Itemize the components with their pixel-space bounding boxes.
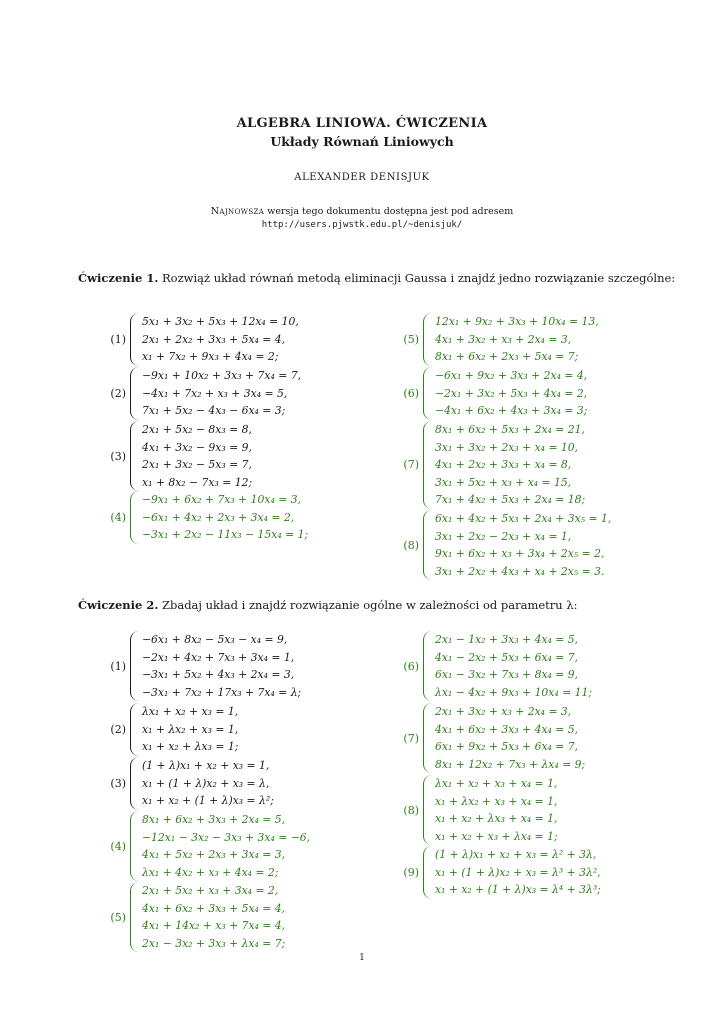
equation-list <box>142 313 299 366</box>
version-note-keyword: Najnowsza <box>210 206 265 217</box>
equation: −3x₁ + 7x₂ + 17x₃ + 7x₄ = λ; <box>142 685 302 699</box>
system-number: (9) <box>403 865 419 879</box>
equation-list <box>435 421 585 509</box>
equation: x₁ + λx₂ + x₃ + x₄ = 1, <box>435 794 558 808</box>
system-number: (4) <box>110 510 126 524</box>
equation: −3x₁ + 5x₂ + 4x₃ + 2x₄ = 3, <box>142 668 295 682</box>
ex2-system-1 <box>90 631 301 701</box>
equation: x₁ + x₂ + x₃ + λx₄ = 1; <box>435 829 558 843</box>
equation: 6x₁ + 4x₂ + 5x₃ + 2x₄ + 3x₅ = 1, <box>435 512 612 525</box>
left-brace <box>130 703 139 756</box>
left-brace <box>423 846 432 899</box>
equation: x₁ + (1 + λ)x₂ + x₃ = λ³ + 3λ², <box>435 865 601 879</box>
exercise-2-heading <box>78 598 578 612</box>
equation: 3x₁ + 2x₂ − 2x₃ + x₄ = 1, <box>435 529 572 543</box>
left-brace <box>423 775 432 845</box>
ex2-system-9 <box>383 846 601 899</box>
equation-list <box>435 510 611 580</box>
ex1-system-6 <box>383 367 587 420</box>
left-brace <box>130 367 139 420</box>
equation: x₁ + x₂ + (1 + λ)x₃ = λ⁴ + 3λ³; <box>435 883 601 897</box>
ex2-system-2 <box>90 703 238 756</box>
equation-list <box>142 367 301 420</box>
system-number: (3) <box>110 776 126 790</box>
equation: (1 + λ)x₁ + x₂ + x₃ = 1, <box>142 759 270 772</box>
equation: λx₁ + 4x₂ + x₃ + 4x₄ = 2; <box>142 865 279 879</box>
equation: 8x₁ + 6x₂ + 3x₃ + 2x₄ = 5, <box>142 813 286 826</box>
left-brace <box>423 421 432 509</box>
equation: 8x₁ + 6x₂ + 2x₃ + 5x₄ = 7; <box>435 350 579 364</box>
equation: x₁ + x₂ + λx₃ + x₄ = 1, <box>435 812 558 826</box>
page-subtitle: Układy Równań Liniowych <box>270 134 454 149</box>
equation: 2x₁ + 5x₂ + x₃ + 3x₄ = 2, <box>142 884 279 897</box>
left-brace <box>130 313 139 366</box>
left-brace <box>130 811 139 881</box>
ex2-system-5 <box>90 882 285 952</box>
equation-list <box>435 775 558 845</box>
equation: 4x₁ + 5x₂ + 2x₃ + 3x₄ = 3, <box>142 848 286 862</box>
version-note <box>0 206 724 217</box>
equation: 4x₁ + 3x₂ + x₃ + 2x₄ = 3, <box>435 332 572 346</box>
system-number: (8) <box>403 538 419 552</box>
equation: 6x₁ + 9x₂ + 5x₃ + 6x₄ = 7, <box>435 740 579 754</box>
equation: −9x₁ + 10x₂ + 3x₃ + 7x₄ = 7, <box>142 369 302 382</box>
system-number: (1) <box>110 659 126 673</box>
left-brace <box>423 510 432 580</box>
document-url[interactable]: http://users.pjwstk.edu.pl/~denisjuk/ <box>261 220 463 230</box>
left-brace <box>130 421 139 491</box>
ex1-system-7 <box>383 421 585 509</box>
system-number: (2) <box>110 386 126 400</box>
equation-list <box>142 491 308 544</box>
equation: 6x₁ − 3x₂ + 7x₃ + 8x₄ = 9, <box>435 668 579 682</box>
system-number: (7) <box>403 731 419 745</box>
system-number: (3) <box>110 449 126 463</box>
left-brace <box>130 882 139 952</box>
equation-list <box>142 811 310 881</box>
system-number: (6) <box>403 386 419 400</box>
exercise-1-heading <box>78 271 675 285</box>
system-number: (5) <box>403 332 419 346</box>
equation: x₁ + λx₂ + x₃ = 1, <box>142 722 239 736</box>
equation: −4x₁ + 7x₂ + x₃ + 3x₄ = 5, <box>142 386 288 400</box>
equation-list <box>435 846 601 899</box>
equation: (1 + λ)x₁ + x₂ + x₃ = λ² + 3λ, <box>435 848 597 861</box>
equation: λx₁ − 4x₂ + 9x₃ + 10x₄ = 11; <box>435 685 593 699</box>
left-brace <box>423 313 432 366</box>
equation-list <box>142 882 285 952</box>
equation-list <box>142 703 238 756</box>
system-number: (4) <box>110 839 126 853</box>
left-brace <box>130 757 139 810</box>
equation: −2x₁ + 3x₂ + 5x₃ + 4x₄ = 2, <box>435 386 588 400</box>
ex1-system-3 <box>90 421 252 491</box>
equation: 2x₁ + 5x₂ − 8x₃ = 8, <box>142 423 252 436</box>
left-brace <box>423 367 432 420</box>
equation: −6x₁ + 4x₂ + 2x₃ + 3x₄ = 2, <box>142 510 295 524</box>
equation-list <box>435 703 585 773</box>
equation: 7x₁ + 4x₂ + 5x₃ + 2x₄ = 18; <box>435 493 586 507</box>
ex2-system-3 <box>90 757 274 810</box>
system-number: (2) <box>110 722 126 736</box>
left-brace <box>130 631 139 701</box>
left-brace <box>130 491 139 544</box>
equation: 9x₁ + 6x₂ + x₃ + 3x₄ + 2x₅ = 2, <box>435 547 605 561</box>
exercise-2-instruction: Zbadaj układ i znajdź rozwiązanie ogólne w zależności od parametru λ: <box>158 598 578 612</box>
equation: −6x₁ + 9x₂ + 3x₃ + 2x₄ = 4, <box>435 369 588 382</box>
equation: 8x₁ + 6x₂ + 5x₃ + 2x₄ = 21, <box>435 423 585 436</box>
equation: 12x₁ + 9x₂ + 3x₃ + 10x₄ = 13, <box>435 315 599 328</box>
equation: −4x₁ + 6x₂ + 4x₃ + 3x₄ = 3; <box>435 404 588 418</box>
equation-list <box>435 367 587 420</box>
exercise-1-instruction: Rozwiąż układ równań metodą eliminacji Gaussa i znajdź jedno rozwiązanie szczególne: <box>158 271 676 285</box>
equation: 2x₁ + 3x₂ + x₃ + 2x₄ = 3, <box>435 705 572 718</box>
equation: 3x₁ + 5x₂ + x₃ + x₄ = 15, <box>435 475 572 489</box>
equation: −12x₁ − 3x₂ − 3x₃ + 3x₄ = −6, <box>142 830 311 844</box>
equation: x₁ + x₂ + (1 + λ)x₃ = λ²; <box>142 794 274 808</box>
equation: x₁ + x₂ + λx₃ = 1; <box>142 740 239 754</box>
exercise-2-label: Ćwiczenie 2. <box>78 598 159 612</box>
equation: 4x₁ + 6x₂ + 3x₃ + 4x₄ = 5, <box>435 722 579 736</box>
ex2-system-7 <box>383 703 585 773</box>
equation: 8x₁ + 12x₂ + 7x₃ + λx₄ = 9; <box>435 757 586 771</box>
equation: x₁ + 8x₂ − 7x₃ = 12; <box>142 475 253 489</box>
page-title: ALGEBRA LINIOWA. ĆWICZENIA <box>236 116 488 131</box>
equation: −3x₁ + 2x₂ − 11x₃ − 15x₄ = 1; <box>142 528 309 542</box>
equation: 4x₁ + 6x₂ + 3x₃ + 5x₄ = 4, <box>142 901 286 915</box>
system-number: (5) <box>110 910 126 924</box>
equation: 2x₁ + 3x₂ − 5x₃ = 7, <box>142 458 252 472</box>
author-name: ALEXANDER DENISJUK <box>294 172 430 183</box>
equation: −6x₁ + 8x₂ − 5x₃ − x₄ = 9, <box>142 633 288 646</box>
equation: x₁ + 7x₂ + 9x₃ + 4x₄ = 2; <box>142 350 279 364</box>
system-number: (6) <box>403 659 419 673</box>
version-note-text: wersja tego dokumentu dostępna jest pod adresem <box>264 206 514 217</box>
ex1-system-8 <box>383 510 611 580</box>
equation: λx₁ + x₂ + x₃ = 1, <box>142 705 239 718</box>
equation: −9x₁ + 6x₂ + 7x₃ + 10x₄ = 3, <box>142 493 302 506</box>
equation: −2x₁ + 4x₂ + 7x₃ + 3x₄ = 1, <box>142 650 295 664</box>
system-number: (8) <box>403 803 419 817</box>
page-number: 1 <box>359 953 365 963</box>
equation: 2x₁ − 1x₂ + 3x₃ + 4x₄ = 5, <box>435 633 579 646</box>
equation-list <box>142 757 274 810</box>
system-number: (7) <box>403 458 419 472</box>
equation-list <box>142 631 301 701</box>
equation-list <box>142 421 252 491</box>
equation: 3x₁ + 3x₂ + 2x₃ + x₄ = 10, <box>435 440 579 454</box>
left-brace <box>423 703 432 773</box>
equation: 4x₁ − 2x₂ + 5x₃ + 6x₄ = 7, <box>435 650 579 664</box>
system-number: (1) <box>110 332 126 346</box>
equation-list <box>435 313 599 366</box>
ex1-system-2 <box>90 367 301 420</box>
equation: 4x₁ + 14x₂ + x₃ + 7x₄ = 4, <box>142 919 286 933</box>
equation: 2x₁ + 2x₂ + 3x₃ + 5x₄ = 4, <box>142 332 286 346</box>
ex1-system-5 <box>383 313 599 366</box>
equation: 5x₁ + 3x₂ + 5x₃ + 12x₄ = 10, <box>142 315 299 328</box>
ex2-system-4 <box>90 811 310 881</box>
equation: 7x₁ + 5x₂ − 4x₃ − 6x₄ = 3; <box>142 404 286 418</box>
ex1-system-1 <box>90 313 299 366</box>
equation: 4x₁ + 2x₂ + 3x₃ + x₄ = 8, <box>435 458 572 472</box>
ex2-system-8 <box>383 775 558 845</box>
ex1-system-4 <box>90 491 308 544</box>
equation-list <box>435 631 592 701</box>
equation: 2x₁ − 3x₂ + 3x₃ + λx₄ = 7; <box>142 936 286 950</box>
equation: 4x₁ + 3x₂ − 9x₃ = 9, <box>142 440 252 454</box>
ex2-system-6 <box>383 631 592 701</box>
equation: x₁ + (1 + λ)x₂ + x₃ = λ, <box>142 776 270 790</box>
equation: λx₁ + x₂ + x₃ + x₄ = 1, <box>435 777 558 790</box>
equation: 3x₁ + 2x₂ + 4x₃ + x₄ + 2x₅ = 3. <box>435 564 605 578</box>
left-brace <box>423 631 432 701</box>
exercise-1-label: Ćwiczenie 1. <box>78 271 159 285</box>
